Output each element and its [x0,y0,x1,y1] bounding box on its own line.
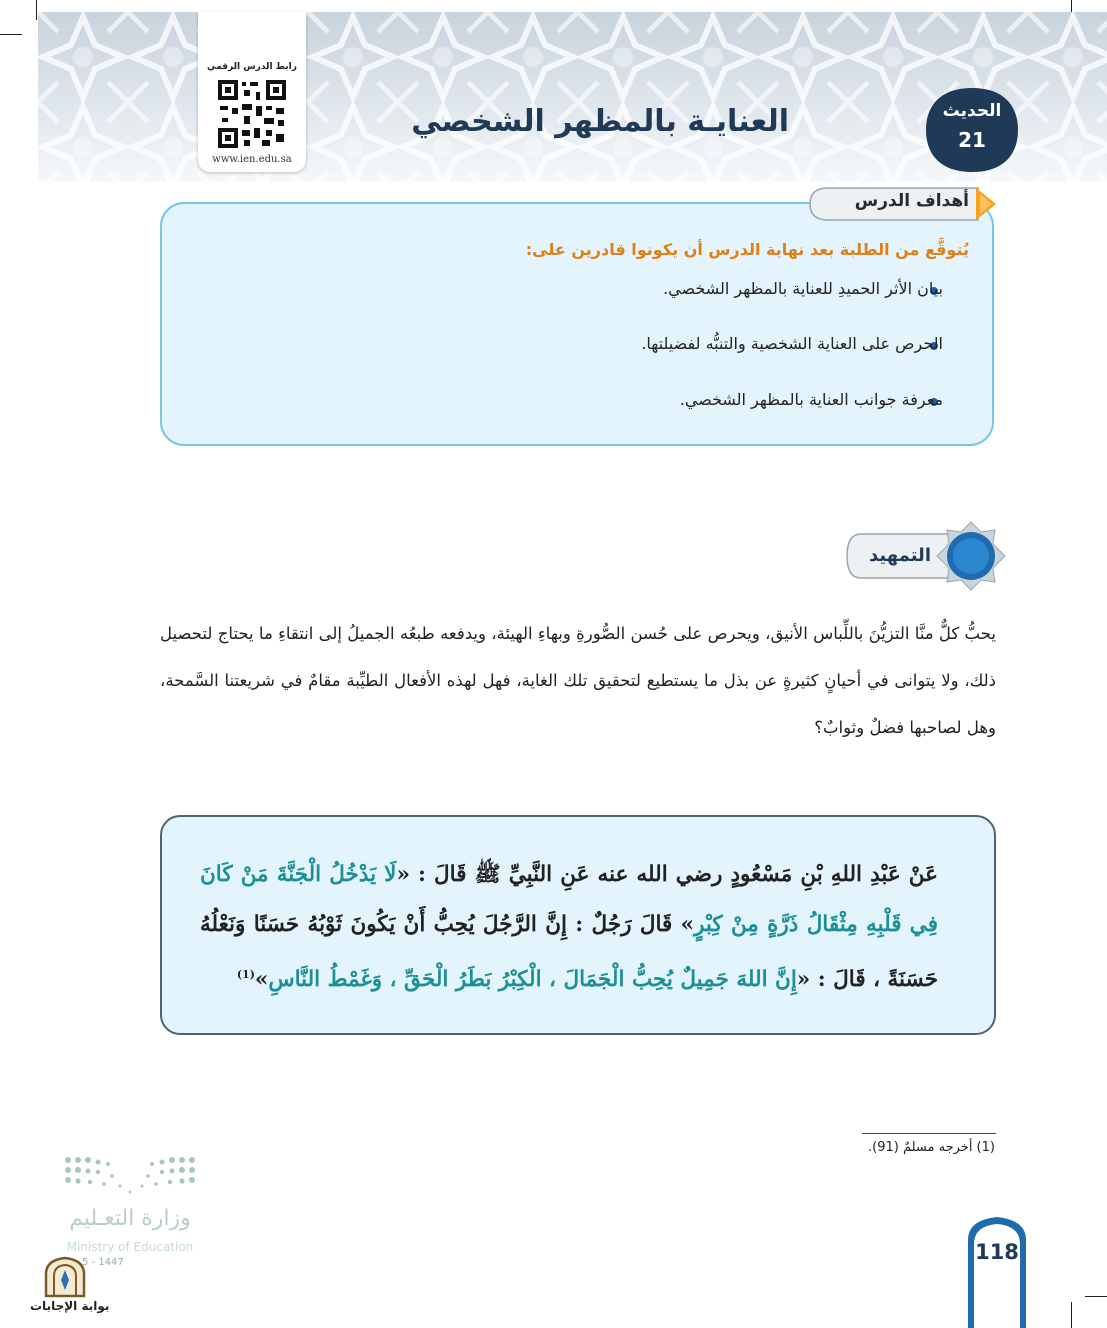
hadith-narration: » قَالَ رَجُلٌ : إِنَّ الرَّجُلَ يُحِبُّ أَنْ يَكُونَ ثَوْبُهُ حَسَنًا وَنَعْلُهُ حَسَنَةً ، قَالَ : « [200,912,938,993]
objective-item: الحرص على العناية الشخصية والتنبُّه لفضيلتها. [641,334,943,353]
portal-logo-icon [40,1256,90,1298]
hadith-label: الحديث [942,101,1002,121]
page-title: العنايـة بالمظهر الشخصي [411,104,789,139]
objectives-intro: يُتوقَّع من الطلبة بعد نهاية الدرس أن يكونوا قادرين على: [525,240,969,259]
hadith-number: 21 [958,128,986,152]
page-number: 118 [975,1240,1019,1264]
hadith-text [200,850,938,1005]
qr-caption: رابط الدرس الرقمي [207,62,297,72]
crop-mark [36,0,37,20]
qr-code-card[interactable] [198,12,306,172]
ministry-name-arabic: وزارة التعـليم [69,1206,191,1231]
ministry-name-english: Ministry of Education [66,1240,194,1254]
crop-mark [1085,1296,1107,1297]
hadith-quote: لَا يَدْخُلُ الْجَنَّةَ مَنْ كَانَ فِي قَلْبِهِ مِثْقَالُ ذَرَّةٍ مِنْ كِبْرٍ [200,862,938,937]
introduction-heading: التمهيد [869,545,931,566]
introduction-paragraph: يحبُّ كلٌّ منَّا التزيُّنَ باللِّباس الأنيق، ويحرص على حُسن الصُّورةِ وبهاءِ الهيئة، ويدفعه طبعُه الجميلُ إلى انتقاءِ ما يحتاج لتحصيل ذلك، ولا يتوانى في أحيانٍ كثيرةٍ عن بذل ما يستطيع لتحقيق تلك الغاية، فهل لهذه الأفعال الطيِّبة مقامٌ في شريعتنا السَّمحة، وهل لصاحبها فضلٌ وثوابٌ؟ [160,624,996,737]
objective-item: معرفة جوانب العناية بالمظهر الشخصي. [679,390,943,409]
hadith-narration: عَنْ عَبْدِ اللهِ بْنِ مَسْعُودٍ رضي الله عنه عَنِ النَّبِيِّ ﷺ قَالَ : « [396,862,939,887]
portal-label: بوابة الإجابات [30,1299,110,1313]
hadith-quote: إِنَّ اللهَ جَمِيلٌ يُحِبُّ الْجَمَالَ ، الْكِبْرُ بَطَرُ الْحَقِّ ، وَغَمْطُ النَّاسِ [268,967,797,993]
crop-mark [0,34,22,35]
hadith-narration: » [254,967,269,993]
page-number-tab [966,1216,1028,1328]
objective-item: بيان الأثر الحميدِ للعناية بالمظهر الشخصي. [663,279,943,298]
objectives-heading: أهداف الدرس [854,191,969,211]
crop-mark [1071,1302,1072,1328]
footnote-divider [862,1133,996,1134]
qr-url: www.ien.edu.sa [212,154,292,165]
ministry-logo-icon [60,1152,200,1202]
footnote-reference[interactable]: (1) [236,968,255,981]
objectives-box [160,202,994,446]
qr-code-icon [216,78,288,150]
ministry-year: 5 - 1447 [82,1257,124,1268]
footnote: (1) أخرجه مسلمٌ (91). [867,1140,995,1155]
